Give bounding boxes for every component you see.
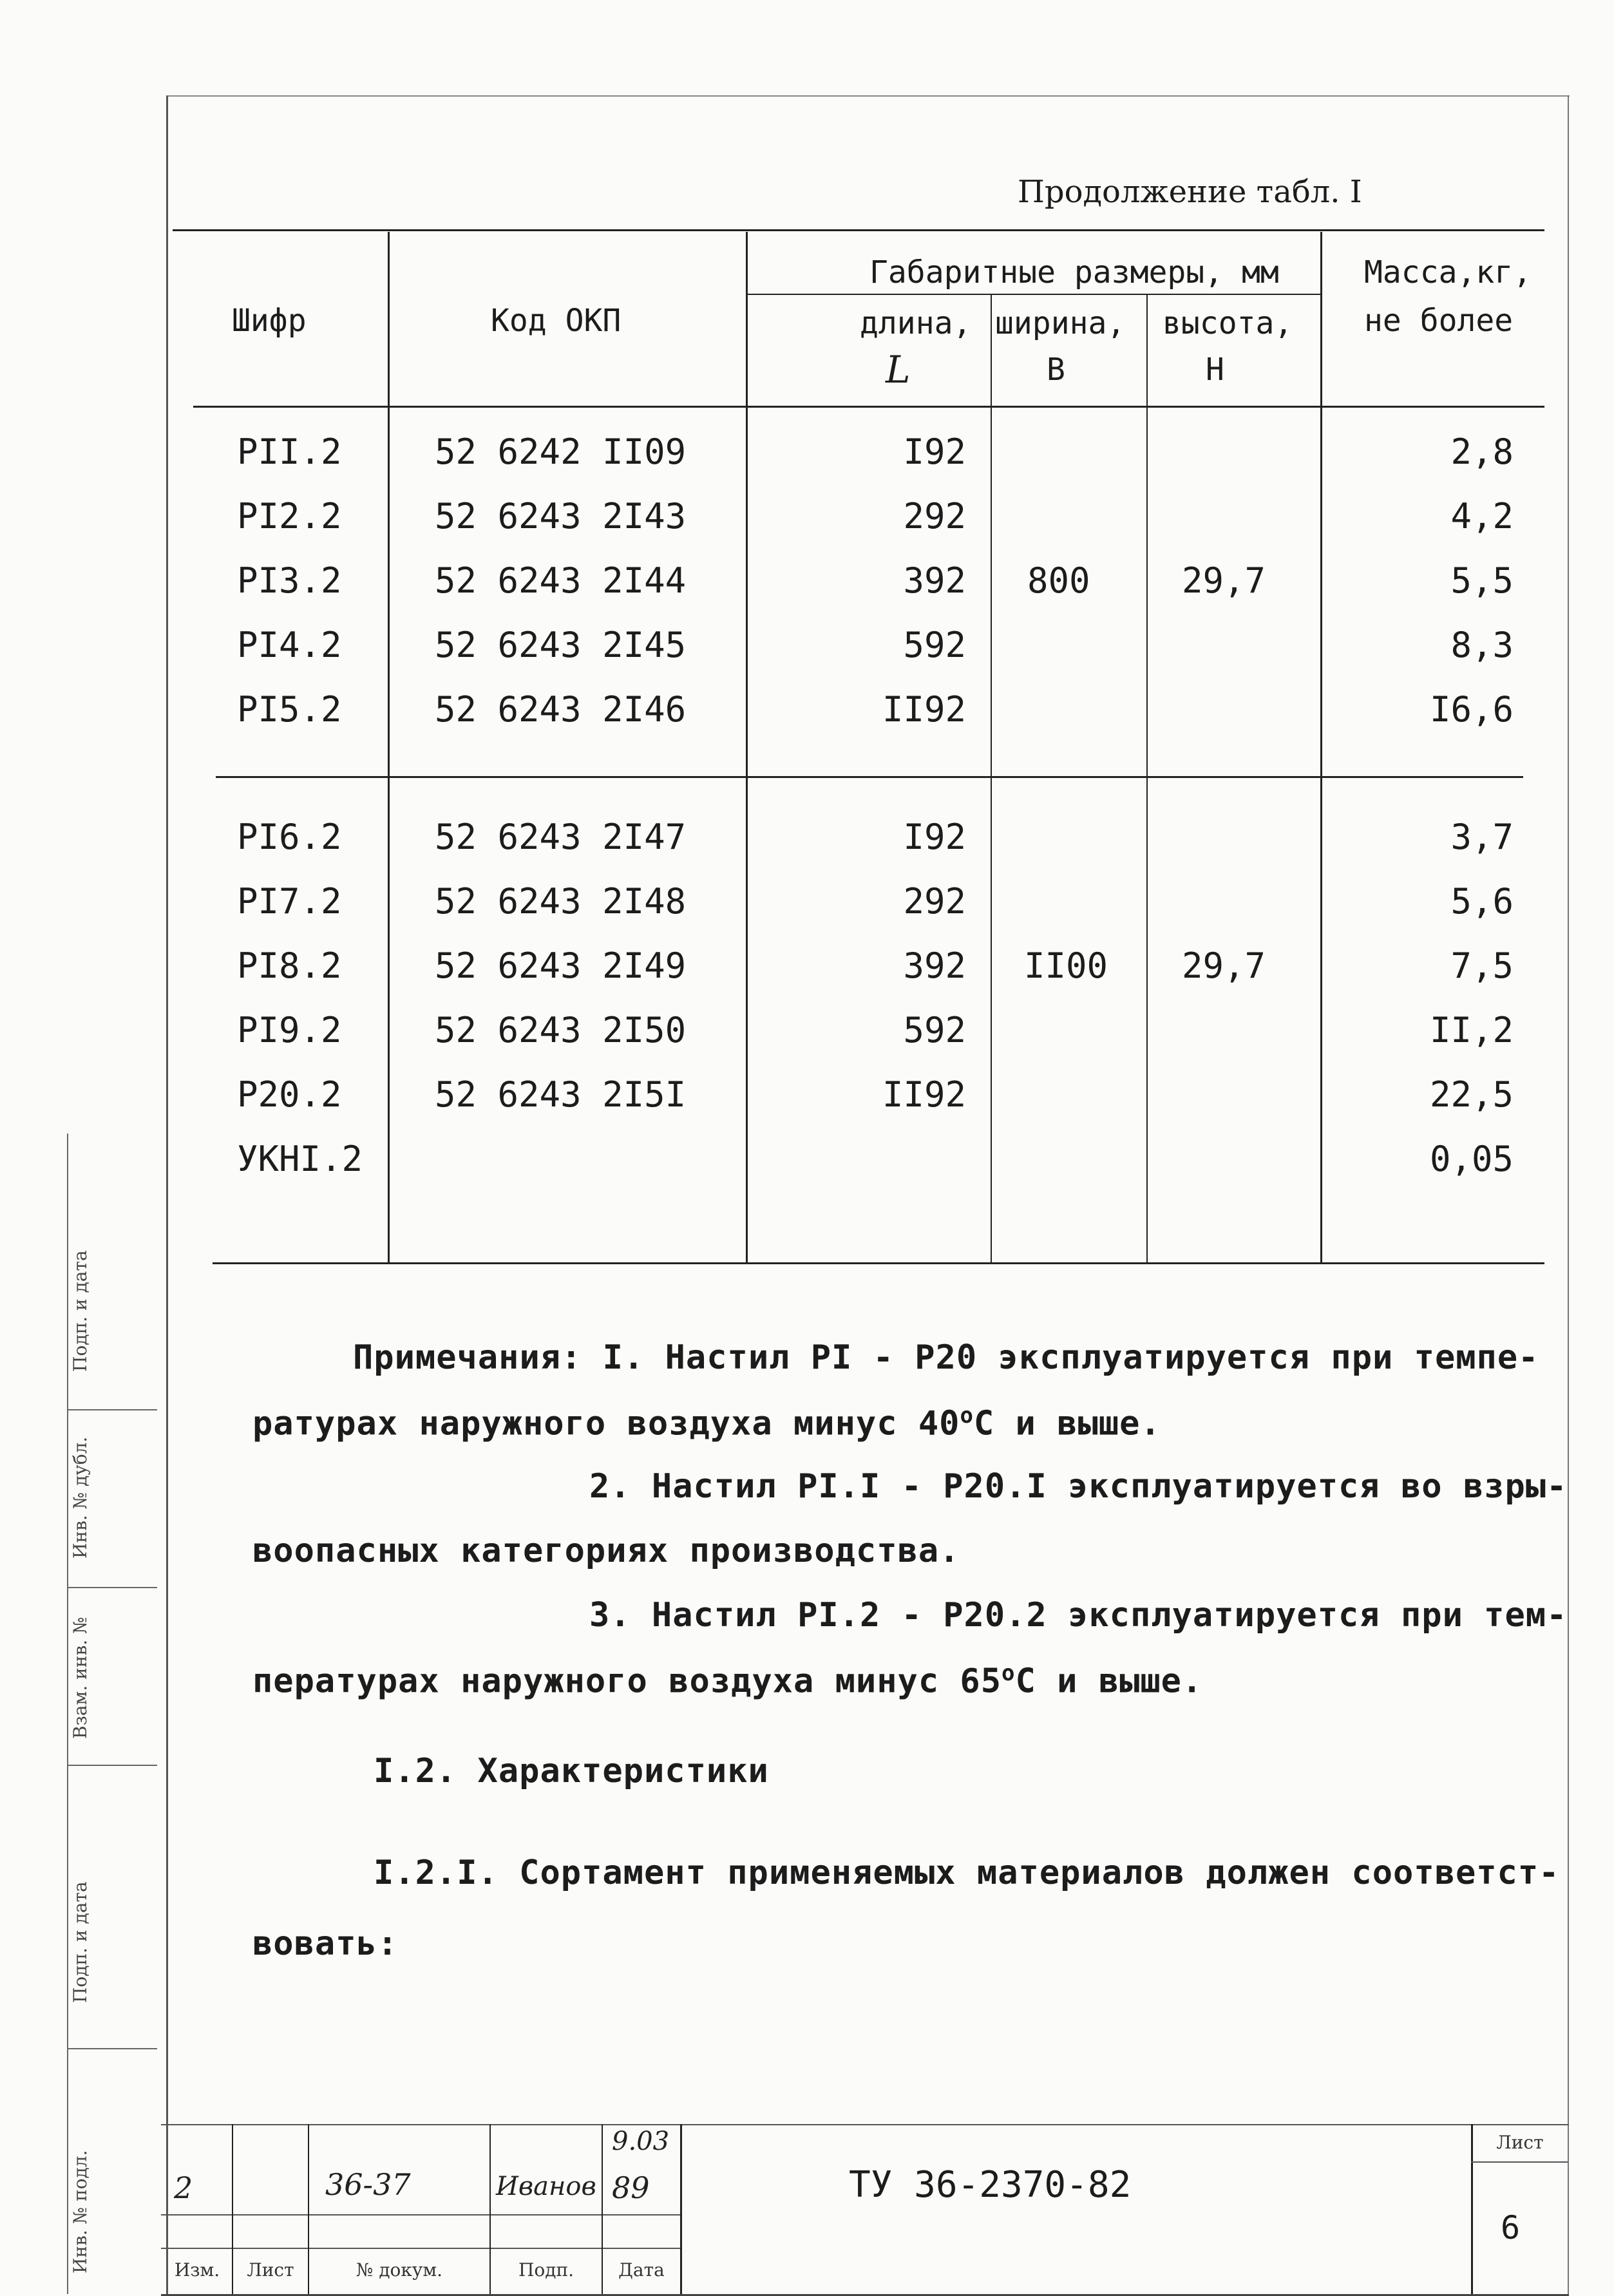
mass-cell: 7,5: [1450, 945, 1514, 986]
group2-height-cell: 29,7: [1182, 945, 1266, 986]
header-bottom-rule: [193, 406, 1544, 408]
title-block-signatures-rule: [161, 2214, 681, 2215]
okp-cell: 52 6243 2I44: [435, 560, 687, 601]
col-divider-1: [388, 232, 390, 1262]
note-1-line-1: Примечания: I. Настил PI - P20 эксплуатируется при темпе-: [353, 1338, 1539, 1377]
mass-cell: 22,5: [1429, 1074, 1514, 1115]
header-mass: Масса,кг,: [1364, 254, 1532, 290]
col-label-list: Лист: [247, 2259, 294, 2281]
mass-cell: 0,05: [1429, 1139, 1514, 1179]
mass-cell: 2,8: [1450, 432, 1514, 472]
cipher-cell: УКНI.2: [237, 1139, 363, 1179]
cipher-cell: PI9.2: [237, 1010, 342, 1050]
cipher-cell: PI5.2: [237, 689, 342, 730]
handwritten-change-number: 2: [174, 2170, 193, 2205]
cipher-cell: PII.2: [237, 432, 342, 472]
mass-cell: 3,7: [1450, 817, 1514, 857]
note-3-line-2: [252, 1660, 1202, 1700]
dims-header-rule: [747, 294, 1320, 295]
col-label-doc: № докум.: [356, 2259, 443, 2281]
header-mass-limit: не более: [1364, 303, 1514, 339]
sidebar-text: Подп. и дата: [70, 1881, 91, 2003]
cipher-cell: PI6.2: [237, 817, 342, 857]
sheet-box-rule: [1471, 2161, 1568, 2163]
mass-cell: 8,3: [1450, 625, 1514, 665]
okp-cell: 52 6243 2I45: [435, 625, 687, 665]
sidebar-text: Инв. № дубл.: [70, 1436, 91, 1559]
group-divider-rule: [216, 776, 1523, 778]
mass-cell: 5,6: [1450, 881, 1514, 922]
header-okp: Код ОКП: [491, 303, 622, 339]
header-height-symbol: Н: [1206, 352, 1224, 388]
length-cell: II92: [882, 689, 966, 730]
col-label-sign: Подп.: [518, 2259, 574, 2281]
sidebar-text: Инв. № подл.: [70, 2150, 91, 2273]
sidebar-divider: [67, 1587, 157, 1588]
cipher-cell: PI8.2: [237, 945, 342, 986]
okp-cell: 52 6243 2I48: [435, 881, 687, 922]
col-label-date: Дата: [618, 2259, 665, 2281]
table-bottom-rule: [213, 1262, 1544, 1264]
length-cell: 592: [903, 1010, 966, 1050]
mass-cell: 5,5: [1450, 560, 1514, 601]
mass-cell: II,2: [1429, 1010, 1514, 1050]
length-cell: 392: [903, 560, 966, 601]
group2-width-cell: II00: [1024, 945, 1108, 986]
header-length: длина,: [860, 305, 972, 341]
group1-width-cell: 800: [1027, 560, 1090, 601]
handwritten-date: 89: [612, 2170, 650, 2205]
cipher-cell: PI2.2: [237, 496, 342, 536]
note-1-line-2: [252, 1403, 1161, 1443]
okp-cell: 52 6243 2I43: [435, 496, 687, 536]
section-heading: I.2. Характеристики: [374, 1752, 769, 1790]
header-height: высота,: [1163, 305, 1293, 341]
note-3-text: пературах наружного воздуха минус 65: [252, 1662, 1002, 1701]
page-frame: [166, 95, 1570, 2295]
mass-cell: I6,6: [1429, 689, 1514, 730]
note-3-line-1: 3. Настил PI.2 - P20.2 эксплуатируется при тем-: [589, 1596, 1568, 1635]
sheet-label: Лист: [1496, 2132, 1544, 2153]
degree-mark: o: [960, 1403, 974, 1428]
header-width: ширина,: [995, 305, 1126, 341]
length-cell: I92: [903, 817, 966, 857]
length-cell: 592: [903, 625, 966, 665]
sidebar-divider: [67, 1765, 157, 1766]
mass-cell: 4,2: [1450, 496, 1514, 536]
length-cell: 392: [903, 945, 966, 986]
col-divider-5: [1320, 232, 1322, 1262]
okp-cell: 52 6243 2I46: [435, 689, 687, 730]
okp-cell: 52 6242 II09: [435, 432, 687, 472]
note-1-text: ратурах наружного воздуха минус 40: [252, 1404, 960, 1443]
degree-mark: o: [1002, 1660, 1016, 1686]
length-cell: I92: [903, 432, 966, 472]
cipher-cell: PI3.2: [237, 560, 342, 601]
length-cell: 292: [903, 496, 966, 536]
cipher-cell: PI4.2: [237, 625, 342, 665]
section-paragraph-line-2: вовать:: [252, 1924, 399, 1963]
okp-cell: 52 6243 2I49: [435, 945, 687, 986]
col-divider-3: [991, 295, 992, 1262]
document-code: ТУ 36-2370-82: [849, 2164, 1132, 2206]
title-block-labels-rule: [161, 2248, 681, 2249]
header-width-symbol: В: [1047, 352, 1065, 388]
table-top-rule: [173, 229, 1544, 231]
col-divider-2: [746, 232, 748, 1262]
length-cell: 292: [903, 881, 966, 922]
cipher-cell: PI7.2: [237, 881, 342, 922]
sidebar-text: Подп. и дата: [70, 1250, 91, 1372]
handwritten-doc-number: 36-37: [325, 2167, 411, 2202]
col-label-izm: Изм.: [174, 2259, 220, 2281]
title-block-top-rule: [161, 2124, 1569, 2125]
header-length-symbol: L: [886, 348, 911, 392]
okp-cell: 52 6243 2I50: [435, 1010, 687, 1050]
note-1-text-end: С и выше.: [973, 1404, 1161, 1443]
handwritten-date-top: 9.03: [612, 2127, 670, 2156]
note-2-line-2: воопасных категориях производства.: [252, 1532, 960, 1570]
okp-cell: 52 6243 2I47: [435, 817, 687, 857]
sidebar-divider: [67, 1409, 157, 1410]
note-2-line-1: 2. Настил PI.I - P20.I эксплуатируется во взры-: [589, 1467, 1568, 1506]
cipher-cell: P20.2: [237, 1074, 342, 1115]
length-cell: II92: [882, 1074, 966, 1115]
sidebar-text: Взам. инв. №: [70, 1617, 91, 1739]
okp-cell: 52 6243 2I5I: [435, 1074, 687, 1115]
title-block-col: [680, 2124, 682, 2294]
table-continuation-label: Продолжение табл. I: [1018, 174, 1362, 210]
handwritten-signature: Иванов: [496, 2172, 596, 2201]
col-divider-4: [1146, 295, 1148, 1262]
page-frame-right: [1568, 95, 1569, 2294]
sheet-number: 6: [1501, 2209, 1521, 2246]
header-cipher: Шифр: [232, 303, 307, 339]
group1-height-cell: 29,7: [1182, 560, 1266, 601]
header-dims: Габаритные размеры, мм: [869, 254, 1279, 290]
section-paragraph-line-1: I.2.I. Сортамент применяемых материалов должен соответст-: [374, 1854, 1560, 1892]
note-3-text-end: С и выше.: [1015, 1662, 1203, 1701]
sidebar-divider: [67, 2048, 157, 2049]
